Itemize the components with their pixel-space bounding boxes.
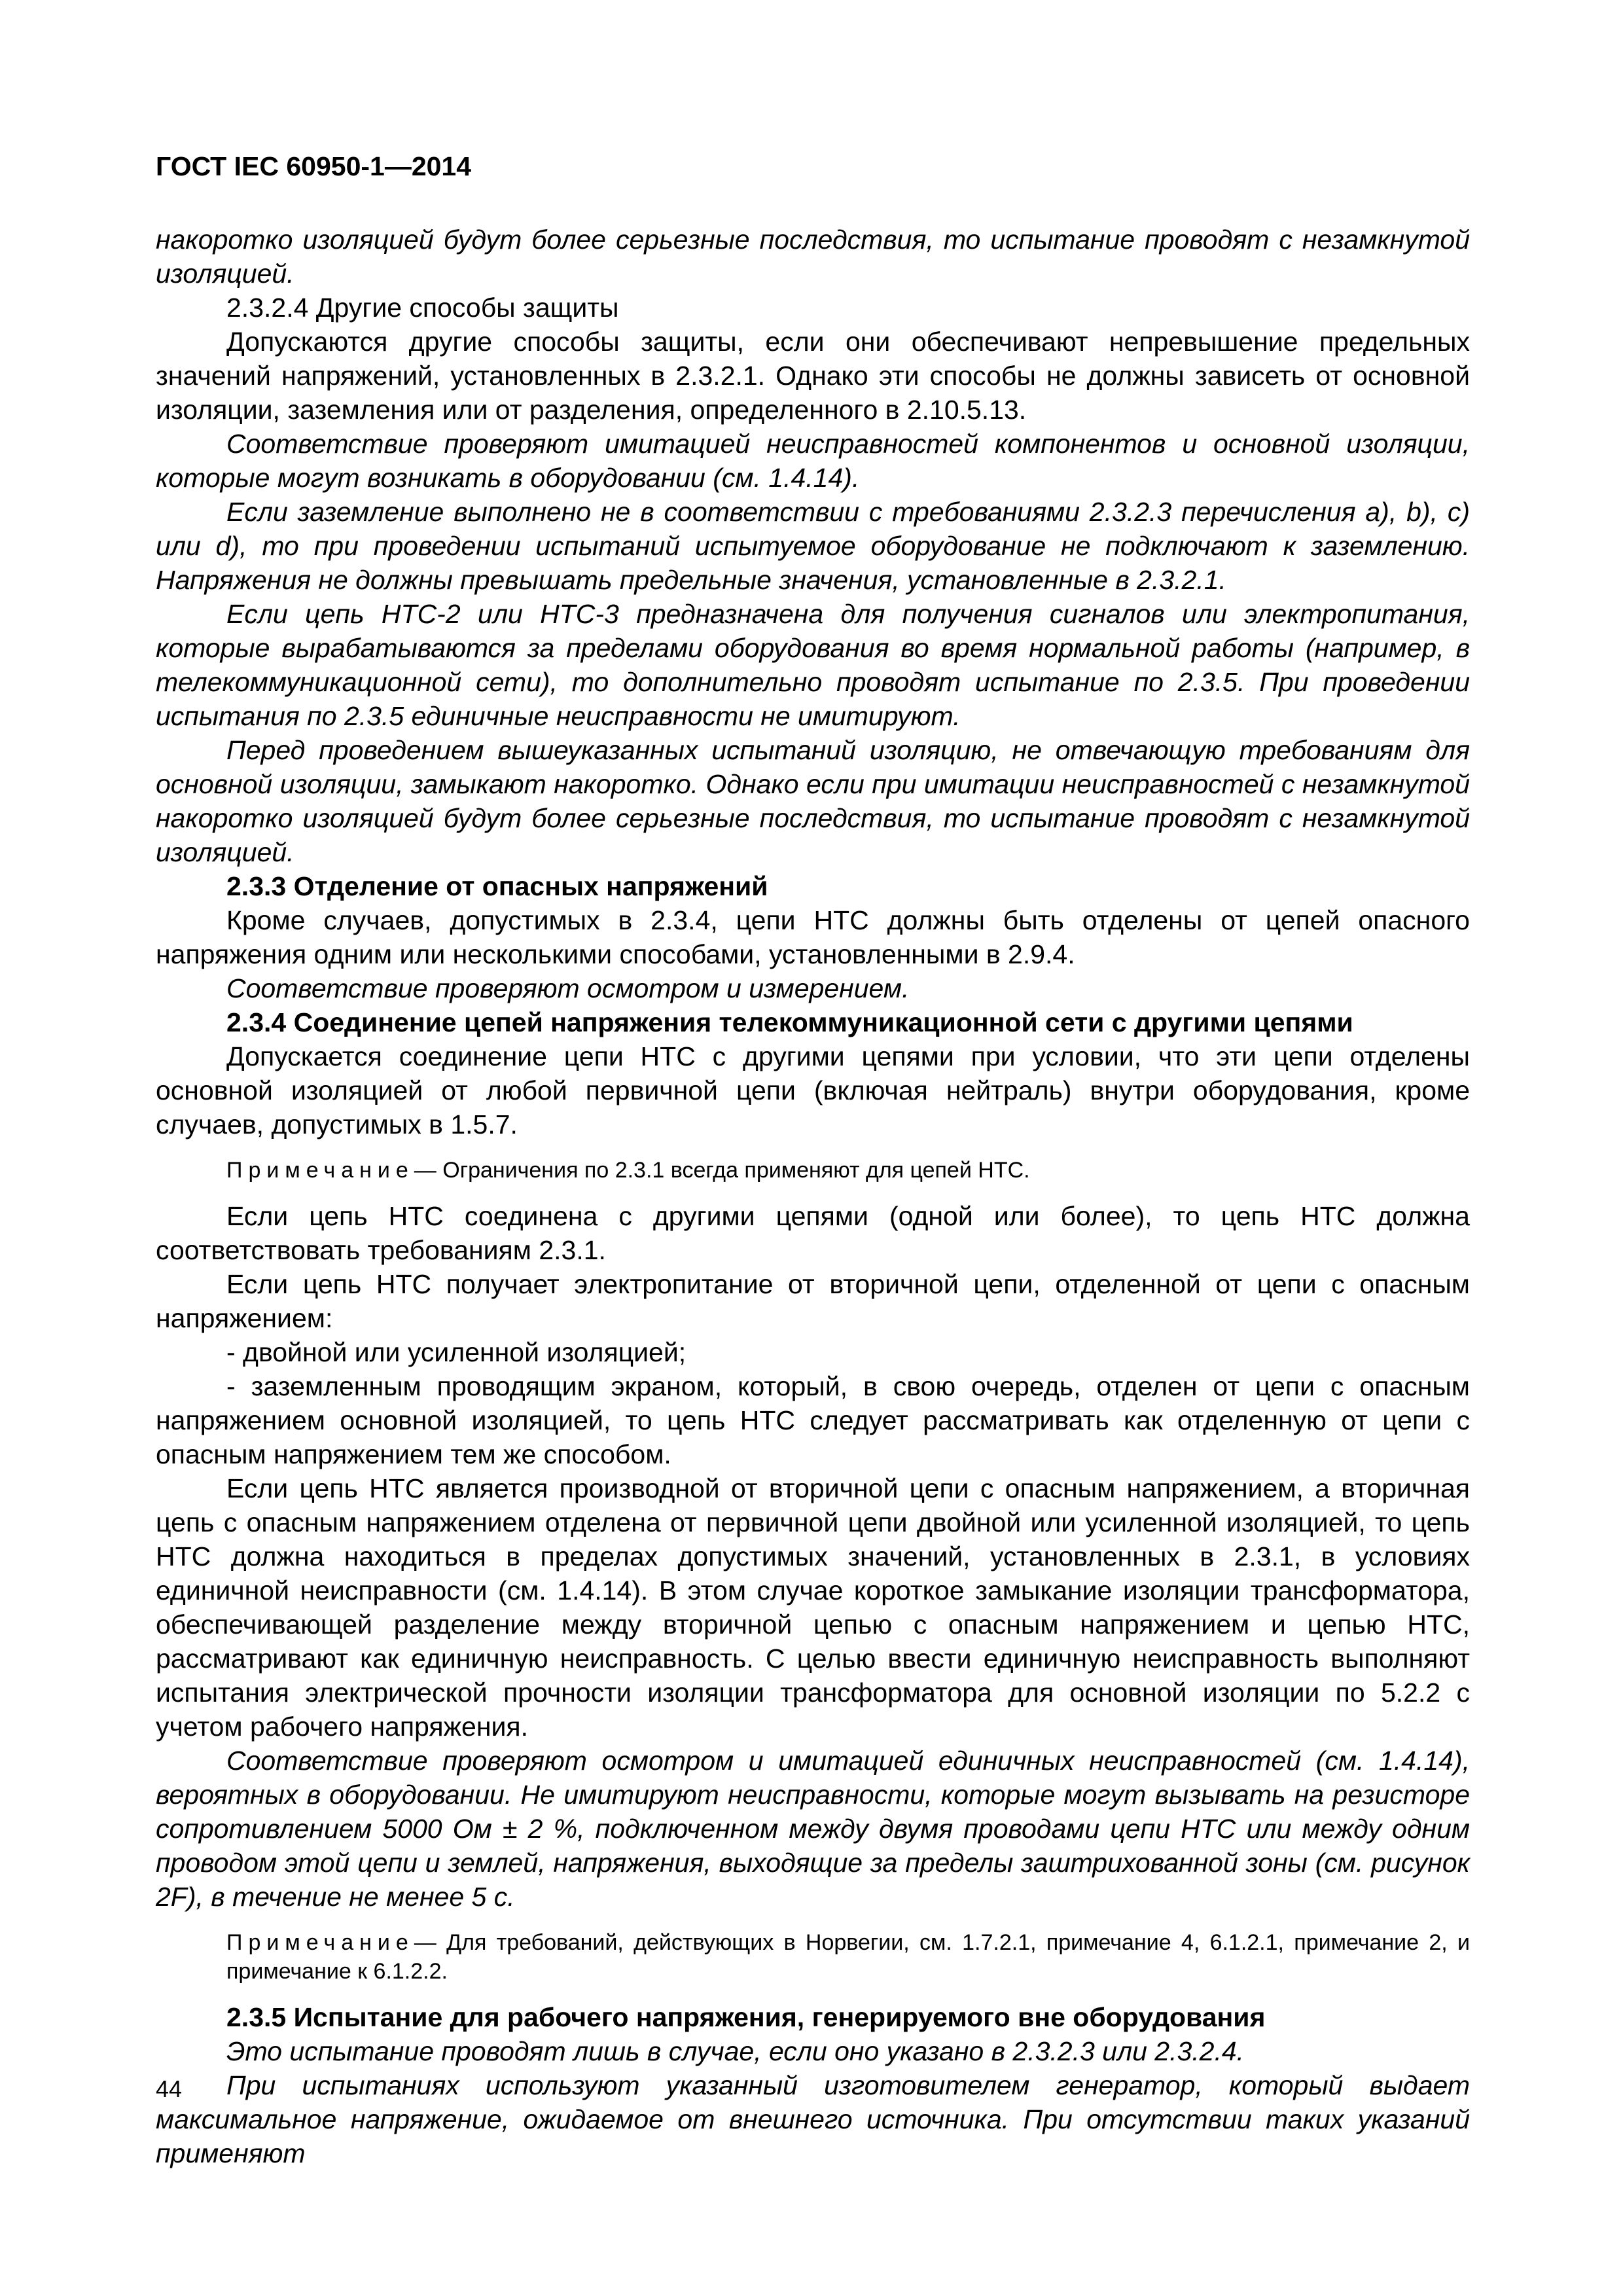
compliance-paragraph: Это испытание проводят лишь в случае, если оно указано в 2.3.2.3 или 2.3.2.4. [226, 2036, 1245, 2066]
page-number: 44 [156, 2075, 183, 2102]
paragraph: Допускается соединение цепи НТС с другими цепями при условии, что эти цепи отделены основной изоляцией от любой первичной цепи (включая нейтраль) внутри оборудования, кроме случаев, допустимых в 1.5.7. [156, 1041, 1470, 1139]
compliance-paragraph: Соответствие проверяют осмотром и измерением. [226, 973, 910, 1003]
paragraph: Допускаются другие способы защиты, если они обеспечивают непревышение предельных значений напряжений, установленных в 2.3.2.1. Однако эти способы не должны зависеть от основной изоляции, заземления или от разделения, определенного в 2.10.5.13. [156, 327, 1470, 425]
note-label: Примечание [226, 1930, 414, 1955]
note [226, 1928, 1470, 1986]
section-heading-2-3-5: 2.3.5 Испытание для рабочего напряжения, генерируемого вне оборудования [226, 2002, 1266, 2032]
subsection-heading-2-3-2-4: 2.3.2.4 Другие способы защиты [226, 293, 619, 323]
note-text: — Для требований, действующих в Норвегии, см. 1.7.2.1, примечание 4, 6.1.2.1, примечание 2, и примечание к 6.1.2.2. [226, 1930, 1470, 1984]
document-header: ГОСТ IEC 60950-1—2014 [156, 151, 472, 181]
compliance-paragraph: Если цепь НТС-2 или НТС-3 предназначена для получения сигналов или электропитания, которые вырабатываются за пределами оборудования во время нормальной работы (например, в телекоммуникационной сети), то дополнительно проводят испытание по 2.3.5. При проведении испытания по 2.3.5 единичные неисправности не имитируют. [156, 599, 1470, 731]
section-heading-2-3-4: 2.3.4 Соединение цепей напряжения телекоммуникационной сети с другими цепями [226, 1007, 1353, 1037]
paragraph: Если цепь НТС соединена с другими цепями (одной или более), то цепь НТС должна соответствовать требованиям 2.3.1. [156, 1201, 1470, 1265]
compliance-paragraph: Соответствие проверяют осмотром и имитацией единичных неисправностей (см. 1.4.14), вероятных в оборудовании. Не имитируют неисправности, которые могут вызывать на резисторе сопротивлением 5000 Ом ± 2 %, подключенном между двумя проводами цепи НТС или между одним проводом этой цепи и землей, напряжения, выходящие за пределы заштрихованной зоны (см. рисунок 2F), в течение не менее 5 с. [156, 1746, 1470, 1912]
compliance-paragraph: Если заземление выполнено не в соответствии с требованиями 2.3.2.3 перечисления a), b), c) или d), то при проведении испытаний испытуемое оборудование не подключают к заземлению. Напряжения не должны превышать предельные значения, установленные в 2.3.2.1. [156, 497, 1470, 595]
note [226, 1156, 1470, 1185]
compliance-paragraph: При испытаниях используют указанный изготовителем генератор, который выдает максимальное напряжение, ожидаемое от внешнего источника. При отсутствии таких указаний применяют [156, 2070, 1470, 2168]
paragraph: Если цепь НТС получает электропитание от вторичной цепи, отделенной от цепи с опасным напряжением: [156, 1269, 1470, 1333]
compliance-paragraph: Перед проведением вышеуказанных испытаний изоляцию, не отвечающую требованиям для основной изоляции, замыкают накоротко. Однако если при имитации неисправностей с незамкнутой накоротко изоляцией будут более серьезные последствия, то испытание проводят с незамкнутой изоляцией. [156, 735, 1470, 867]
list-item: - заземленным проводящим экраном, который, в свою очередь, отделен от цепи с опасным напряжением основной изоляцией, то цепь НТС следует рассматривать как отделенную от цепи с опасным напряжением тем же способом. [156, 1371, 1470, 1469]
note-text: — Ограничения по 2.3.1 всегда применяют для цепей НТС. [414, 1158, 1030, 1183]
note-label: Примечание [226, 1158, 414, 1183]
section-heading-2-3-3: 2.3.3 Отделение от опасных напряжений [226, 871, 768, 901]
paragraph-continuation: накоротко изоляцией будут более серьезные последствия, то испытание проводят с незамкнутой изоляцией. [156, 224, 1470, 289]
paragraph: Кроме случаев, допустимых в 2.3.4, цепи НТС должны быть отделены от цепей опасного напряжения одним или несколькими способами, установленными в 2.9.4. [156, 905, 1470, 969]
compliance-paragraph: Соответствие проверяют имитацией неисправностей компонентов и основной изоляции, которые могут возникать в оборудовании (см. 1.4.14). [156, 429, 1470, 493]
paragraph: Если цепь НТС является производной от вторичной цепи с опасным напряжением, а вторичная цепь с опасным напряжением отделена от первичной цепи двойной или усиленной изоляцией, то цепь НТС должна находиться в пределах допустимых значений, установленных в 2.3.1, в условиях единичной неисправности (см. 1.4.14). В этом случае короткое замыкание изоляции трансформатора, обеспечивающей разделение между вторичной цепью с опасным напряжением и цепью НТС, рассматривают как единичную неисправность. С целью ввести единичную неисправность выполняют испытания электрической прочности изоляции трансформатора для основной изоляции по 5.2.2 с учетом рабочего напряжения. [156, 1473, 1470, 1742]
list-item: - двойной или усиленной изоляцией; [226, 1337, 687, 1367]
